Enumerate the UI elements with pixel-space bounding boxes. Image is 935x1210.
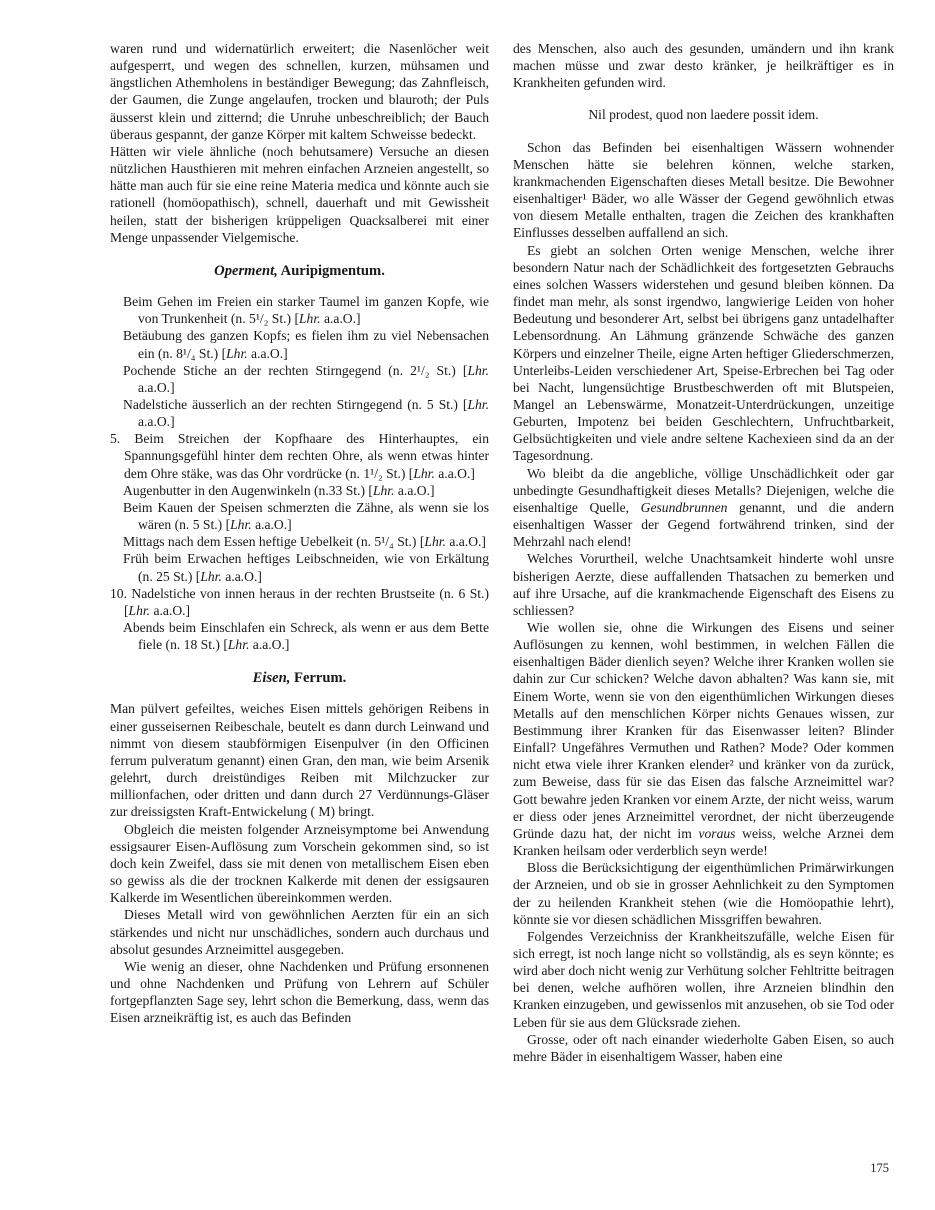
latin-quote: Nil prodest, quod non laedere possit idem. — [588, 107, 819, 123]
section-heading-operment: Operment, Auripigmentum. — [214, 262, 385, 279]
paragraph: Dieses Metall wird von gewöhnlichen Aerzten für ein an sich stärkendes und nicht nur unschädliches, sondern auch durchaus und absolut gesundes Arzneimittel ausgegeben. — [110, 907, 489, 957]
paragraph: Schon das Befinden bei eisenhaltigen Wässern wohnender Menschen hätte sie belehren können, welche starken, krankmachenden Eigenschaften dieses Metall besitze. Die Bewohner eisenhaltiger¹ Bäder, wo alle Wässer der Gegend gewöhnlich etwas von diesem Metalle enthalten, tragen die Zeichen des krankhaften Einflusses desselben auffallend an sich. — [513, 139, 894, 241]
paragraph-continuation-from-left-column: des Menschen, also auch des gesunden, umändern und ihn krank machen müsse und zwar desto kränker, je heilkräftiger es in Krankheiten gefunden wird. — [513, 41, 894, 91]
right-column — [513, 40, 894, 1065]
symptom-entry: Pochende Stiche an der rechten Stirngegend (n. 2¹/₂ St.) [Lhr. a.a.O.] — [123, 362, 489, 395]
symptom-entry: Mittags nach dem Essen heftige Uebelkeit (n. 5¹/₄ St.) [Lhr. a.a.O.] — [123, 534, 486, 550]
paragraph: Welches Vorurtheil, welche Unachtsamkeit hinderte wohl unsre bisherigen Aerzte, diese auffallenden Thatsachen zu bemerken und auf ihre Ursache, auf die krankmachende Eigenschaft des Eisens zu schliessen? — [513, 551, 894, 618]
paragraph: Wo bleibt da die angebliche, völlige Unschädlichkeit oder gar unbedingte Gesundhaftigkeit dieses Metalls? Diejenigen, welche die eisenhaltige Quelle, Gesundbrunnen genannt, und die andern eisenhaltigen Wasser der Gegend fortwährend trinken, sind der Mehrzahl nach elend! — [513, 465, 894, 550]
paragraph-continuation-from-previous-page: waren rund und widernatürlich erweitert; die Nasenlöcher weit aufgesperrt, und wegen des schnellen, kurzen, mühsamen und ängstlichen Athemholens in beständiger Bewegung; das Zahnfleisch, der Gaumen, die Zunge angelaufen, trocken und blauroth; der Puls äusserst klein und zitternd; die Unruhe unbeschreiblich; der Bauch überaus gespannt, der ganze Körper mit kaltem Schweisse bedeckt. — [110, 41, 489, 142]
symptom-entry: Betäubung des ganzen Kopfs; es fielen ihm zu viel Nebensachen ein (n. 8¹/₄ St.) [Lhr. a.a.O.] — [123, 328, 489, 361]
paragraph: Wie wenig an dieser, ohne Nachdenken und Prüfung ersonnenen und ohne Nachdenken und Prüfung von Lehrern auf Schüler fortgepflanzten Sage sey, lehrt schon die Bemerkung, dass, wenn das Eisen arzneikräftig ist, es auch das Befinden — [110, 958, 489, 1026]
paragraph: Man pülvert gefeiltes, weiches Eisen mittels gehörigen Reibens in einer gusseisernen Reibeschale, beutelt es dann durch Leinwand und nimmt von diesem staubförmigen Eisenpulver (in den Officinen ferrum pulveratum genannt) einen Gran, den man, wie beim Arsenik gelehrt, durch dreistündiges Reiben mit Milchzucker zur millionfachen, oder dritten und dann durch 27 Verdünnungs-Gläser zur dreissigsten Kraft-Entwickelung ( M) bringt. — [110, 701, 489, 820]
symptom-entry-numbered-10: 10. Nadelstiche von innen heraus in der rechten Brustseite (n. 6 St.) [Lhr. a.a.O.] — [110, 585, 489, 618]
left-column — [110, 40, 489, 1026]
paragraph: Bloss die Berücksichtigung der eigenthümlichen Primärwirkungen der Arzneien, und ob sie in grosser Aehnlichkeit zu den Symptomen der zu heilenden Krankheit stehen (wie die Homöopathie lehrt), könnte sie vor diesen schädlichen Missgriffen bewahren. — [513, 860, 894, 927]
paragraph: Es giebt an solchen Orten wenige Menschen, welche ihrer besondern Natur nach der Schädlichkeit des fortgesetzten Gebrauchs eines solchen Wassers widerstehen und gesund bleiben können. Da findet man mehr, als sonst irgendwo, langwierige Leiden von hoher Bedeutung und besonderer Art, selbst bei übrigens ganz untadelhafter Lebensordnung. An Lähmung gränzende Schwäche des ganzen Körpers und einzelner Theile, eigne Arten heftiger Gliederschmerzen, Unterleibs-Leiden verschiedener Art, Speise-Erbrechen bei Tag oder bei Nacht, lungensüchtige Brustbeschwerden oft mit Blutspeien, Mangel an Lebenswärme, Monatzeit-Unterdrückungen, unzeitige Geburten, Impotenz bei beiden Geschlechtern, Unfruchtbarkeit, Gelbsüchtigkeiten und viele andre seltene Kachexieen sind da an der Tagesordnung. — [513, 242, 894, 464]
page-number: 175 — [870, 1161, 889, 1175]
symptom-entry: Nadelstiche äusserlich an der rechten Stirngegend (n. 5 St.) [Lhr. a.a.O.] — [123, 396, 489, 430]
paragraph: Wie wollen sie, ohne die Wirkungen des Eisens und seiner Auflösungen zu kennen, wohl bestimmen, in welchen Fällen die eisenhaltigen Bäder dienlich seyen? Welche ihrer Kranken wollen sie dahin zur Cur schicken? Welche davon abhalten? Was kann sie, mit Einem Worte, wenn sie von den eigenthümlichen Wirkungen dieses Metalls auf den menschlichen Körper nichts Genaues wissen, zur Bestimmung ihrer Kranken für das Eisenwasser leiten? Blinder Einfall? Ungefähres Vermuthen und Rathen? Mode? Oder kommen nicht etwa viele ihrer Kranken elender² und kränker von da zurück, zum Beweise, dass für sie das Eisen das falsche Arzneimittel war? Gott bewahre jeden Kranken vor einem Arzte, der nicht weiss, warum er diess oder jenes Arzneimittel verordnet, der nicht überzeugende Gründe dazu hat, der nicht im voraus weiss, welche Arznei dem Kranken heilsam oder verderblich seyn werde! — [513, 620, 894, 859]
paragraph: Folgendes Verzeichniss der Krankheitszufälle, welche Eisen für sich erregt, ist noch lange nicht so vollständig, als es seyn könnte; es wird aber doch nicht wenig zur Verhütung solcher Fehltritte beitragen bei denen, welche aufhören wollen, ihre Arzneien blindhin den Kranken einzugeben, und gewissenlos mit anzusehen, ob sie Tod oder Leben für sie aus dem Glücksrade ziehen. — [513, 928, 894, 1030]
paragraph: Obgleich die meisten folgender Arzneisymptome bei Anwendung essigsaurer Eisen-Auflösung zum Vorschein gekommen sind, so ist doch kein Zweifel, dass sie mit denen von metallischem Eisen eben so gewiss als die der trocknen Kalkerde mit denen der essigsauren Kalkerde im Wesentlichen übereinkommen werden. — [110, 821, 489, 906]
symptom-list-operment — [110, 293, 489, 653]
symptom-entry: Abends beim Einschlafen ein Schreck, als wenn er aus dem Bette fiele (n. 18 St.) [Lhr. a.a.O.] — [123, 620, 489, 653]
section-heading-eisen: Eisen, Ferrum. — [252, 670, 347, 687]
symptom-entry-numbered-5: 5. Beim Streichen der Kopfhaare des Hinterhauptes, ein Spannungsgefühl hinter dem rechten Ohre, als wenn etwas hinter dem Ohre stäke, was das Ohr vordrücke (n. 1¹/₂ St.) [Lhr. a.a.O.] — [110, 431, 489, 481]
paragraph: Hätten wir viele ähnliche (noch behutsamere) Versuche an diesen nützlichen Hausthieren mit mehren einfachen Arzneien angestellt, so hätte man auch für sie eine reine Materia medica und könnte auch sie rationell (homöopathisch), schnell, dauerhaft und mit Gewissheit heilen, statt der bisherigen krüppeligen Quacksalberei mit einer Menge unpassender Vielgemische. — [110, 143, 489, 245]
symptom-entry: Augenbutter in den Augenwinkeln (n.33 St.) [Lhr. a.a.O.] — [123, 482, 435, 498]
symptom-entry: Beim Kauen der Speisen schmerzten die Zähne, als wenn sie los wären (n. 5 St.) [Lhr. a.a.O.] — [123, 499, 489, 533]
symptom-entry: Früh beim Erwachen heftiges Leibschneiden, wie von Erkältung (n. 25 St.) [Lhr. a.a.O.] — [123, 551, 489, 584]
symptom-entry: Beim Gehen im Freien ein starker Taumel im ganzen Kopfe, wie von Trunkenheit (n. 5¹/₂ St.) [Lhr. a.a.O.] — [123, 294, 489, 327]
paragraph: Grosse, oder oft nach einander wiederholte Gaben Eisen, so auch mehre Bäder in eisenhaltigem Wasser, haben eine — [513, 1031, 894, 1064]
